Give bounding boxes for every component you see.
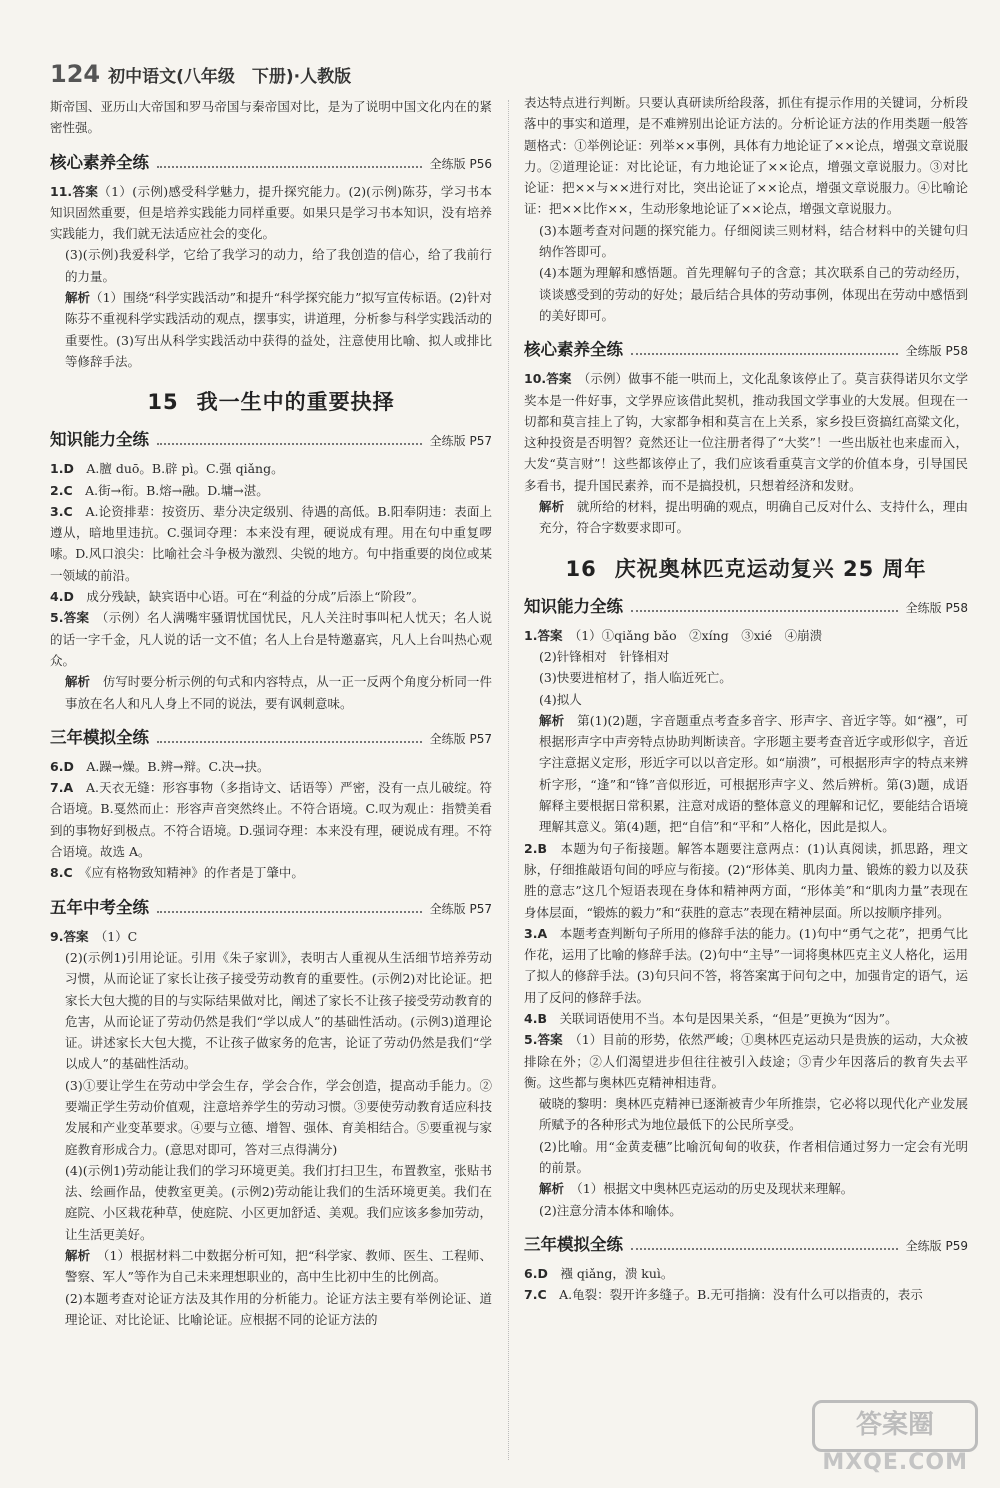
- answer-label: 6.D: [524, 1265, 548, 1281]
- answer-text: 成分残缺，缺宾语中心语。可在“利益的分成”后添上“阶段”。: [86, 589, 425, 605]
- answer-a1: [524, 625, 968, 646]
- answer-6: [50, 756, 492, 777]
- section-header: [524, 336, 968, 360]
- answer-a7: [524, 1284, 968, 1305]
- answer-label: 4.D: [50, 589, 74, 605]
- answer-text: （示例）名人满嘴牢骚谓忧国忧民，凡人关注时事叫杞人忧天；名人说的话一字千金，凡人说的话一文不值；名人上台是特邀嘉宾，凡人上台叫热心观众。: [50, 610, 492, 668]
- analysis-5: [50, 671, 492, 714]
- chapter-name: 我一生中的重要抉择: [196, 390, 395, 415]
- answer-1: [50, 458, 492, 479]
- page-header: [50, 56, 510, 92]
- answer-text: 《应有格物致知精神》的作者是丁肇中。: [85, 865, 304, 881]
- section-dots: [157, 166, 422, 168]
- answer-text: （1）目前的形势，依然严峻；①奥林匹克运动只是贵族的运动，大众被排除在外；②人们渴望进步但往往被引入歧途；③青少年因落后的教育失去平衡。这些都与奥林匹克精神相违背。: [524, 1032, 968, 1090]
- answer-text: (2)(示例1)引用论证。引用《朱子家训》，表明古人重视从生活细节培养劳动习惯，从而论证了家长让孩子接受劳动教育的重要性。(示例2)对比论证。把家长大包大揽的目的与实际结果做对比，阐述了家长不让孩子接受劳动教育的危害，从而论证了劳动仍然是我们“学以成人”的基础性活动。(示例3)道理论证。讲述家长大包大揽，不让孩子做家务的危害，论证了劳动仍然是我们“学以成人”的基础性活动。: [65, 949, 492, 1072]
- answer-8: [50, 862, 492, 883]
- section-title: 知识能力全练: [50, 430, 149, 450]
- answer-text: （1）①qiǎng bǎo ②xíng ③xié ④崩溃: [574, 627, 823, 643]
- analysis-label: 解析: [65, 674, 91, 690]
- section-ref: 全练版 P57: [429, 731, 492, 746]
- analysis-text: (2)本题考查对论证方法及其作用的分析能力。论证方法主要有举例论证、道理论证、对比论证、比喻论证。应根据不同的论证方法的: [65, 1290, 492, 1327]
- answer-text: （1）C: [100, 928, 138, 944]
- answer-text: 关联词语使用不当。本句是因果关系，“但是”更换为“因为”。: [559, 1010, 898, 1026]
- analysis-10: [524, 496, 968, 539]
- analysis-text: （1）根据材料二中数据分析可知，把“科学家、教师、医生、工程师、警察、军人”等作为自己未来理想职业的，高中生比初中生的比例高。: [65, 1248, 492, 1285]
- book-title: 初中语文(八年级 下册)·人教版: [108, 66, 352, 87]
- analysis-label: 解析: [65, 290, 91, 306]
- section-ref: 全练版 P56: [429, 156, 492, 171]
- section-title: 三年模拟全练: [50, 727, 149, 747]
- answer-text: A.街→衔。B.熔→融。D.墉→湛。: [85, 482, 269, 498]
- watermark-url: MXQE.COM: [822, 1450, 968, 1475]
- intro-text: 斯帝国、亚历山大帝国和罗马帝国与秦帝国对比，是为了说明中国文化内在的紧密性强。: [50, 99, 492, 136]
- chapter-name: 庆祝奥林匹克运动复兴 25 周年: [614, 556, 927, 581]
- answer-10: [524, 368, 968, 496]
- answer-label: 3.A: [524, 925, 548, 941]
- right-column: [524, 92, 968, 1306]
- answer-text: （1）(示例)感受科学魅力，提升探究能力。(2)(示例)陈芬，学习书本知识固然重要，但是培养实践能力同样重要。如果只是学习书本知识，没有培养实践能力，我们就无法适应社会的变化。: [50, 183, 492, 242]
- section-ref: 全练版 P58: [905, 344, 968, 359]
- section-header: [524, 593, 968, 617]
- answer-a5: [524, 1029, 968, 1093]
- answer-label: 7.C: [524, 1287, 547, 1303]
- answer-label: 5.答案: [50, 610, 90, 626]
- analysis-label: 解析: [65, 1248, 91, 1264]
- answer-label: 11.答案: [50, 183, 99, 199]
- section-header: [50, 894, 492, 918]
- watermark: [798, 1400, 978, 1480]
- analysis-text: (2)注意分清本体和喻体。: [539, 1202, 682, 1218]
- analysis-text: （1）根据文中奥林匹克运动的历史及现状来理解。: [576, 1181, 854, 1197]
- answer-4: [50, 586, 492, 607]
- answer-label: 7.A: [50, 780, 74, 796]
- answer-a2: [524, 838, 968, 923]
- answer-label: 1.答案: [524, 627, 563, 643]
- answer-label: 5.答案: [524, 1032, 563, 1048]
- answer-text: A.天衣无缝：形容事物（多指诗文、话语等）严密，没有一点儿破绽。符合语境。B.戛然而止：形容声音突然终止。不符合语境。C.叹为观止：指赞美看到的事物好到极点。不符合语境。D.强词夺理：本来没有理，硬说成有理。不符合语境。故选 A。: [50, 780, 492, 860]
- answer-label: 3.C: [50, 503, 73, 519]
- continued-text: (4)本题为理解和感悟题。首先理解句子的含意；其次联系自己的劳动经历，谈谈感受到的劳动的好处；最后结合具体的劳动事例，体现出在劳动中感悟到的美好即可。: [539, 265, 968, 323]
- chapter-title: [50, 386, 492, 416]
- answer-label: 9.答案: [50, 928, 89, 944]
- analysis-label: 解析: [539, 1181, 565, 1197]
- answer-9: [50, 926, 492, 947]
- answer-text: (3)(示例)我爱科学，它给了我学习的动力，给了我创造的信心，给了我前行的力量。: [65, 247, 492, 284]
- answer-text: (3)①要让学生在劳动中学会生存，学会合作，学会创造，提高动手能力。②要端正学生劳动价值观，注意培养学生的劳动习惯。③要使劳动教育适应科技发展和产业变革要求。④要与立德、增智、强体、育美相结合。⑤要重视与家庭教育形成合力。(意思对即可，答对三点得满分): [65, 1077, 492, 1157]
- continued-text: 表达特点进行判断。只要认真研读所给段落，抓住有提示作用的关键词，分析段落中的事实和道理，是不难辨别出论证方法的。分析论证方法的作用类题一般答题格式：①举例论证：列举××事例，具体有力地论证了××论点，增强文章说服力。②道理论证：对比论证，有力地论证了××论点，增强文章说服力。③对比论证：把××与××进行对比，突出论证了××论点，增强文章说服力。④比喻论证：把××比作××，生动形象地论证了××论点，增强文章说服力。: [524, 95, 968, 217]
- answer-2: [50, 480, 492, 501]
- section-header: [50, 724, 492, 748]
- analysis-text: （1）围绕“科学实践活动”和提升“科学探究能力”拟写宣传标语。(2)针对陈芬不重视科学实践活动的观点，摆事实，讲道理，分析参与科学实践活动的重要性。(3)写出从科学实践活动中获得的益处，注意使用比喻、拟人或排比等修辞手法。: [65, 290, 492, 369]
- answer-text: 襁 qiǎng，溃 kuì。: [560, 1265, 674, 1281]
- answer-text: A.躁→燥。B.辨→辩。C.决→抉。: [86, 758, 270, 774]
- answer-text: 破晓的黎明：奥林匹克精神已逐渐被青少年所推崇，它必将以现代化产业发展所赋予的各种形式为地位最低下的公民所享受。: [539, 1096, 968, 1133]
- section-dots: [157, 741, 422, 743]
- answer-text: (4)拟人: [539, 691, 582, 707]
- analysis-label: 解析: [539, 499, 565, 515]
- left-column: [50, 96, 492, 1330]
- answer-text: (2)比喻。用“金黄麦穗”比喻沉甸甸的收获，作者相信通过努力一定会有光明的前景。: [539, 1138, 968, 1176]
- answer-label: 2.C: [50, 482, 73, 498]
- section-title: 五年中考全练: [50, 897, 149, 917]
- section-title: 三年模拟全练: [524, 1234, 623, 1254]
- answer-text: (3)快要进棺材了，指人临近死亡。: [539, 670, 732, 686]
- analysis-label: 解析: [539, 712, 565, 728]
- answer-a3: [524, 923, 968, 1008]
- analysis-a1: [524, 710, 968, 838]
- section-header: [50, 426, 492, 450]
- section-dots: [631, 1248, 898, 1250]
- answer-a4: [524, 1008, 968, 1029]
- answer-text: A.论资排辈：按资历、辈分决定级别、待遇的高低。B.阳奉阴违：表面上遵从，暗地里违抗。C.强词夺理：本来没有理，硬说成有理。用在句中重复啰嗦。D.风口浪尖：比喻社会斗争极为激烈、尖锐的地方。句中指重要的岗位或某一领域的前沿。: [50, 503, 492, 583]
- analysis-9: [50, 1245, 492, 1288]
- answer-text: A.膻 duō。B.辟 pì。C.强 qiǎng。: [86, 461, 284, 477]
- section-ref: 全练版 P57: [429, 901, 492, 916]
- answer-label: 2.B: [524, 840, 547, 856]
- answer-text: 本题为句子衔接题。解答本题要注意两点：(1)认真阅读，抓思路，理文脉，仔细推敲语句间的呼应与衔接。(2)“形体美、肌肉力量、锻炼的毅力以及获胜的意志”这几个短语表现在身体和精神两方面，“形体美”和“肌肉力量”表现在身体层面，“锻炼的毅力”和“获胜的意志”表现在精神层面。所以按顺序排列。: [524, 840, 968, 920]
- page-number: 124: [50, 60, 101, 88]
- section-dots: [631, 610, 898, 612]
- analysis-text: 仿写时要分析示例的句式和内容特点，从一正一反两个角度分析同一件事放在名人和凡人身上不同的说法，要有讽刺意味。: [65, 674, 492, 711]
- answer-label: 8.C: [50, 865, 73, 881]
- answer-label: 1.D: [50, 461, 74, 477]
- section-title: 核心素养全练: [524, 340, 623, 360]
- answer-7: [50, 777, 492, 862]
- answer-label: 6.D: [50, 758, 74, 774]
- analysis-a5: [524, 1178, 968, 1199]
- answer-text: 本题考查判断句子所用的修辞手法的能力。(1)句中“勇气之花”，把勇气比作花，运用了比喻的修辞手法。(2)句中“主导”一词将奥林匹克主义人格化，运用了拟人的修辞手法。(3)句只问不答，将答案寓于问句之中，加强肯定的语气，运用了反问的修辞手法。: [524, 925, 968, 1005]
- analysis-text: 就所给的材料，提出明确的观点，明确自己反对什么、支持什么，理由充分，符合字数要求即可。: [539, 499, 968, 536]
- section-dots: [631, 353, 898, 355]
- answer-text: (4)(示例1)劳动能让我们的学习环境更美。我们打扫卫生，布置教室，张贴书法、绘画作品，使教室更美。(示例2)劳动能让我们的生活环境更美。我们在庭院、小区栽花种草，使庭院、小区更加舒适、美观。我们应该多参加劳动，让生活更美好。: [65, 1162, 492, 1242]
- column-divider: [508, 100, 509, 1460]
- section-ref: 全练版 P59: [905, 1238, 968, 1253]
- section-dots: [157, 443, 422, 445]
- answer-text: A.龟裂：裂开许多缝子。B.无可指摘：没有什么可以指责的，表示: [559, 1287, 923, 1303]
- chapter-title: [524, 553, 968, 583]
- answer-a6: [524, 1263, 968, 1284]
- answer-5: [50, 607, 492, 671]
- answer-label: 10.答案: [524, 371, 572, 387]
- section-title: 核心素养全练: [50, 152, 149, 172]
- chapter-number: 15: [147, 390, 179, 415]
- section-ref: 全练版 P58: [905, 600, 968, 615]
- section-ref: 全练版 P57: [429, 434, 492, 449]
- answer-11: [50, 181, 492, 245]
- analysis-text: 第(1)(2)题，字音题重点考查多音字、形声字、音近字等。如“襁”，可根据形声字中声旁特点协助判断读音。字形题主要考查音近字或形似字，音近字注意据义定形，形近字可以以音定形。如“崩溃”，可根据形声字的特点来辨析字形，“逢”和“锋”音似形近，可根据形声字义、然后辨析。第(3)题，成语解释主要根据日常积累，注意对成语的整体意义的理解和记忆，要能结合语境理解其意义。第(4)题，把“自信”和“平和”人格化，因此是拟人。: [539, 712, 968, 835]
- answer-text: （示例）做事不能一哄而上，文化乱象该停止了。莫言获得诺贝尔文学奖本是一件好事，文学界应该借此契机，推动我国文学事业的大发展。但现在一切都和莫言挂上了钩，大家都争相和莫言在上关系，家乡投巨资搞红高粱文化，这种投资是否明智？竟然还让一位注册者得了“大奖”！一些出版社也来虚而入，大发“莫言财”！这些都该停止了，我们应该看重莫言文学的价值本身，引导国民多看书，提升国民素养，而不是搞投机，只想着经济和发财。: [524, 371, 968, 493]
- answer-label: 4.B: [524, 1010, 547, 1026]
- chapter-number: 16: [565, 556, 597, 581]
- section-dots: [157, 911, 422, 913]
- section-header: [50, 149, 492, 173]
- answer-3: [50, 501, 492, 586]
- answer-text: (2)针锋相对 针锋相对: [539, 648, 670, 664]
- analysis-11: [50, 287, 492, 372]
- section-title: 知识能力全练: [524, 596, 623, 616]
- continued-text: (3)本题考查对问题的探究能力。仔细阅读三则材料，结合材料中的关键句归纳作答即可。: [539, 222, 968, 260]
- watermark-logo: 答案圈: [812, 1400, 978, 1452]
- section-header: [524, 1231, 968, 1255]
